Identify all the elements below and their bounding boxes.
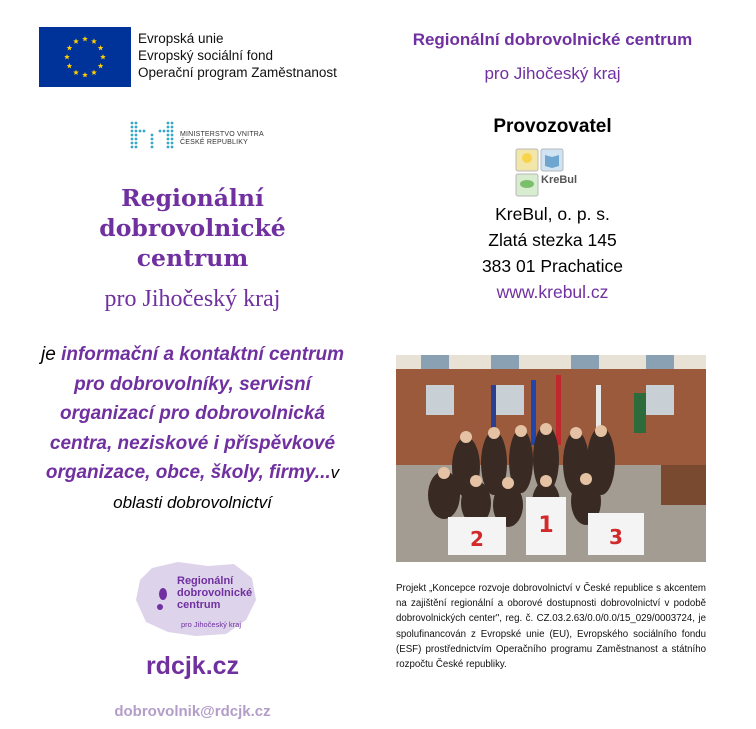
eu-line-1: Evropská unie xyxy=(138,31,224,46)
left-title-line-1: Regionální xyxy=(121,184,264,212)
eu-line-3: Operační program Zaměstnanost xyxy=(138,65,337,80)
photo-illustration xyxy=(396,355,706,562)
operator-web-link[interactable]: www.krebul.cz xyxy=(496,282,609,302)
ministry-dot xyxy=(171,122,174,125)
right-subtitle: pro Jihočeský kraj xyxy=(484,64,621,83)
rdc-logo-subtitle: pro Jihočeský kraj xyxy=(181,620,242,629)
email-link[interactable]: dobrovolnik@rdcjk.cz xyxy=(114,703,271,720)
eu-star-icon xyxy=(64,54,70,59)
ministry-dot xyxy=(167,146,170,149)
podium-1-label: 1 xyxy=(538,513,554,538)
eu-star-icon xyxy=(73,70,79,75)
ministry-dot xyxy=(167,122,170,125)
operator-name: KreBul, o. p. s. xyxy=(495,204,610,224)
ministry-dot xyxy=(167,130,170,133)
ministry-dot xyxy=(131,146,134,149)
ministry-dot xyxy=(167,142,170,145)
eu-star-icon xyxy=(91,38,97,43)
ministry-dot xyxy=(159,130,162,133)
ministry-dot xyxy=(135,122,138,125)
ministry-dot xyxy=(171,134,174,137)
rdc-logo-line-1: Regionální xyxy=(177,575,234,587)
left-title-line-3: centrum xyxy=(136,244,249,272)
ministry-dot xyxy=(135,134,138,137)
ministry-dot xyxy=(139,130,142,133)
eu-star-icon xyxy=(98,45,104,50)
eu-star-icon xyxy=(67,45,73,50)
ministry-dot xyxy=(131,122,134,125)
eu-star-icon xyxy=(98,63,104,68)
ministry-dot xyxy=(143,130,146,133)
ministry-dot xyxy=(135,146,138,149)
rdc-logo-line-2: dobrovolnické xyxy=(177,587,253,599)
project-funding-text: Projekt „Koncepce rozvoje dobrovolnictví v České republice s akcentem na zajištění regionální a oborové dostupnosti dobrovolnictví v podobě dobrovolnických center", reg. č. CZ.03.2.63/0.0/0.0/15_029/0003724, je spolufinancován z Evropské unie (EU), Evropského sociálního fondu (ESF) prostřednictvím Operačního programu Zaměstnanost a státního rozpočtu České republiky. xyxy=(396,583,706,671)
ministry-dot xyxy=(131,126,134,129)
operator-street: Zlatá stezka 145 xyxy=(488,230,617,250)
krebul-logo-text: KreBul xyxy=(541,174,578,186)
eu-star-icon xyxy=(91,70,97,75)
group-photo xyxy=(396,355,706,562)
left-title xyxy=(40,183,345,273)
eu-stars xyxy=(39,27,131,87)
ministry-line-2: ČESKÉ REPUBLIKY xyxy=(180,139,248,146)
description-highlight: informační a kontaktní centrum pro dobrovolníky, servisní organizací pro dobrovolnická centra, neziskové i příspěvkové organizace, obce, školy, firmy... xyxy=(45,344,345,483)
ministry-line-1: MINISTERSTVO VNITRA xyxy=(180,131,264,138)
operator-city: 383 01 Prachatice xyxy=(481,256,624,276)
eu-star-icon xyxy=(67,63,73,68)
eu-logo-text xyxy=(138,30,337,81)
ministry-dot xyxy=(171,142,174,145)
eu-star-icon xyxy=(100,54,106,59)
ministry-dot xyxy=(135,138,138,141)
podium-2-label: 2 xyxy=(470,527,484,551)
podium-3-label: 3 xyxy=(609,525,623,549)
ministry-dot xyxy=(167,126,170,129)
ministry-dot xyxy=(151,142,154,145)
ministry-dot xyxy=(135,130,138,133)
ministry-dot xyxy=(171,146,174,149)
rdc-logo-text xyxy=(177,575,252,611)
krebul-logo xyxy=(514,148,594,198)
website-link[interactable]: rdcjk.cz xyxy=(145,652,240,680)
ministry-dot xyxy=(171,138,174,141)
ministry-dot xyxy=(131,138,134,141)
right-title: Regionální dobrovolnické centrum xyxy=(412,30,693,49)
description xyxy=(40,340,345,517)
description-lead: je xyxy=(40,344,62,365)
ministry-dot xyxy=(135,142,138,145)
ministry-dot xyxy=(131,130,134,133)
eu-flag-icon xyxy=(39,27,131,87)
ministry-dot xyxy=(131,134,134,137)
left-title-line-2: dobrovolnické xyxy=(99,214,286,242)
ministry-dot xyxy=(167,134,170,137)
ministry-dot xyxy=(163,130,166,133)
ministry-dot xyxy=(131,142,134,145)
ministry-dot xyxy=(151,134,154,137)
ministry-dot xyxy=(151,138,154,141)
ministry-logo-text xyxy=(180,131,264,147)
ministry-dot xyxy=(135,126,138,129)
eu-star-icon xyxy=(82,36,88,41)
ministry-dot xyxy=(171,130,174,133)
krebul-logo-icon xyxy=(514,148,594,198)
eu-star-icon xyxy=(82,72,88,77)
eu-star-icon xyxy=(73,38,79,43)
footprint-icon xyxy=(159,588,167,600)
operator-heading: Provozovatel xyxy=(493,116,612,137)
ministry-dot xyxy=(151,146,154,149)
left-subtitle: pro Jihočeský kraj xyxy=(104,286,281,312)
operator-address xyxy=(395,201,710,305)
eu-line-2: Evropský sociální fond xyxy=(138,48,274,63)
ministry-dot xyxy=(171,126,174,129)
description-tail: v oblasti dobrovolnictví xyxy=(113,463,340,512)
rdc-logo-line-3: centrum xyxy=(177,599,221,611)
ministry-dot xyxy=(167,138,170,141)
